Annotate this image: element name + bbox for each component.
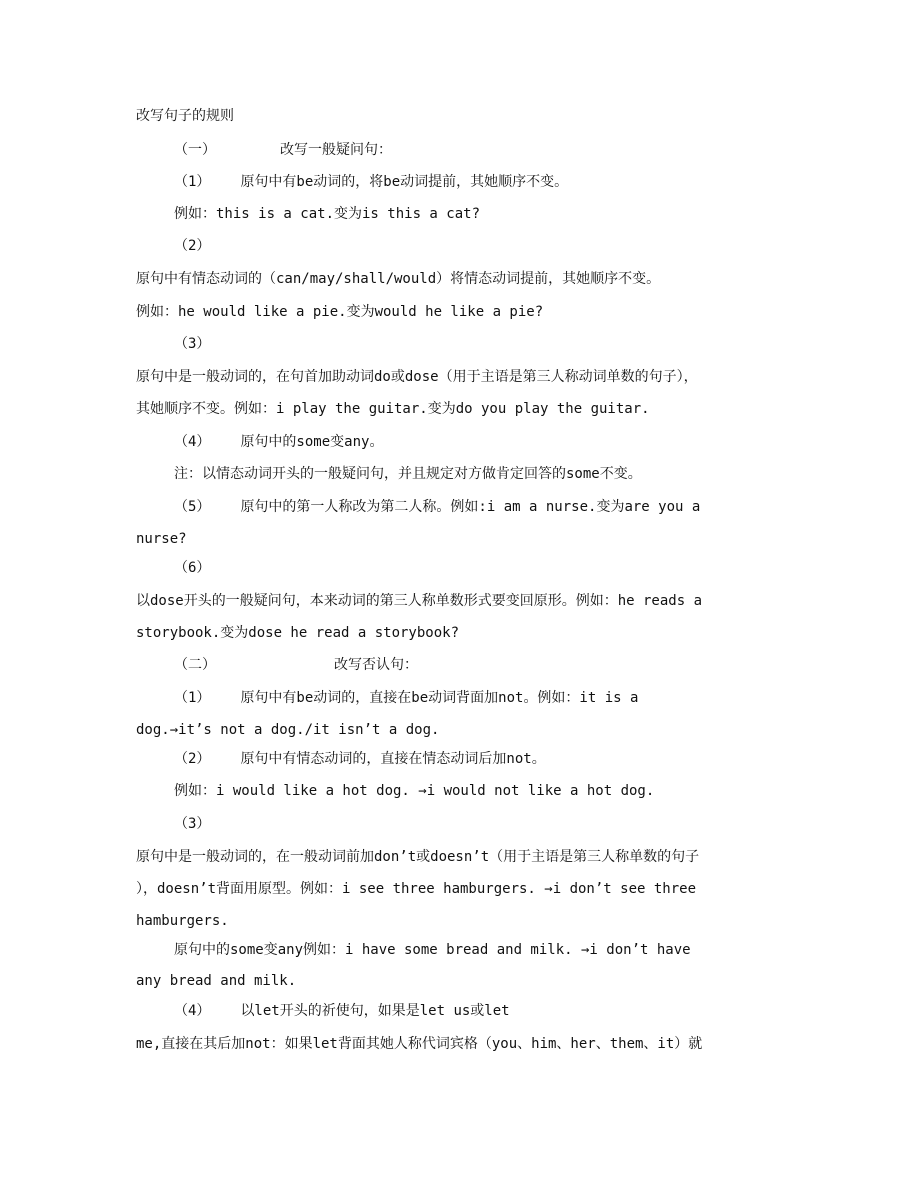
section1-label: （一）: [174, 142, 216, 158]
s1-rule5-number: （5）: [174, 499, 211, 515]
section2-heading: 改写否认句：: [334, 657, 418, 673]
s1-rule5-text-1: 原句中的第一人称改为第二人称。例如:i am a nurse.变为are you a: [240, 499, 701, 515]
s1-rule1-example: 例如：this is a cat.变为is this a cat?: [174, 206, 481, 222]
s1-rule2-example: 例如：he would like a pie.变为would he like a pie?: [136, 304, 544, 320]
s1-rule4-note: 注：以情态动词开头的一般疑问句，并且规定对方做肯定回答的some不变。: [174, 466, 642, 482]
s2-rule2-line: [174, 749, 546, 769]
section1-heading-line: [174, 140, 392, 160]
s2-rule1-number: （1）: [174, 690, 211, 706]
s2-rule2-example: 例如：i would like a hot dog. →i would not like a hot dog.: [174, 783, 655, 799]
section1-heading: 改写一般疑问句：: [280, 142, 392, 158]
s2-rule3b-text-2: any bread and milk.: [136, 973, 297, 989]
s2-rule4-line: [174, 1001, 510, 1021]
s2-rule4-number: （4）: [174, 1003, 211, 1019]
s1-rule4-line: [174, 432, 383, 452]
s2-rule1-line: [174, 688, 638, 708]
s1-rule1-number: （1）: [174, 174, 211, 190]
s1-rule3-number: （3）: [174, 336, 211, 352]
s1-rule5-line: [174, 497, 700, 517]
s2-rule1-text-2: dog.→it’s not a dog./it isn’t a dog.: [136, 722, 440, 738]
document-title: 改写句子的规则: [136, 108, 234, 124]
s1-rule6-number: （6）: [174, 560, 211, 576]
s2-rule3-text-3: hamburgers.: [136, 913, 229, 929]
s2-rule3-text-1: 原句中是一般动词的，在一般动词前加don’t或doesn’t（用于主语是第三人称单数的句子: [136, 849, 700, 865]
section2-heading-line: [174, 655, 418, 675]
s1-rule3-text-2: 其她顺序不变。例如：i play the guitar.变为do you play the guitar.: [136, 401, 650, 417]
section2-label: （二）: [174, 657, 216, 673]
s1-rule4-text: 原句中的some变any。: [240, 434, 384, 450]
s2-rule3b-text-1: 原句中的some变any例如：i have some bread and milk. →i don’t have: [174, 942, 691, 958]
s1-rule1-line: [174, 172, 568, 192]
s1-rule6-text-1: 以dose开头的一般疑问句，本来动词的第三人称单数形式要变回原形。例如：he reads a: [136, 593, 702, 609]
s2-rule3-number: （3）: [174, 816, 211, 832]
s1-rule4-number: （4）: [174, 434, 211, 450]
s2-rule3-text-2: ），doesn’t背面用原型。例如：i see three hamburgers. →i don’t see three: [136, 881, 697, 897]
s1-rule2-number: （2）: [174, 238, 211, 254]
s2-rule2-number: （2）: [174, 751, 211, 767]
s2-rule4-text-2: me,直接在其后加not：如果let背面其她人称代词宾格（you、him、her、them、it）就: [136, 1036, 703, 1052]
s1-rule6-text-2: storybook.变为dose he read a storybook?: [136, 625, 460, 641]
s2-rule4-text-1: 以let开头的祈使句，如果是let us或let: [240, 1003, 510, 1019]
s1-rule1-text: 原句中有be动词的，将be动词提前，其她顺序不变。: [240, 174, 569, 190]
s2-rule1-text-1: 原句中有be动词的，直接在be动词背面加not。例如：it is a: [240, 690, 639, 706]
s1-rule2-text: 原句中有情态动词的（can/may/shall/would）将情态动词提前，其她顺序不变。: [136, 271, 661, 287]
s2-rule2-text: 原句中有情态动词的，直接在情态动词后加not。: [240, 751, 546, 767]
s1-rule3-text-1: 原句中是一般动词的，在句首加助动词do或dose（用于主语是第三人称动词单数的句子），: [136, 369, 698, 385]
s1-rule5-text-2: nurse?: [136, 531, 187, 547]
